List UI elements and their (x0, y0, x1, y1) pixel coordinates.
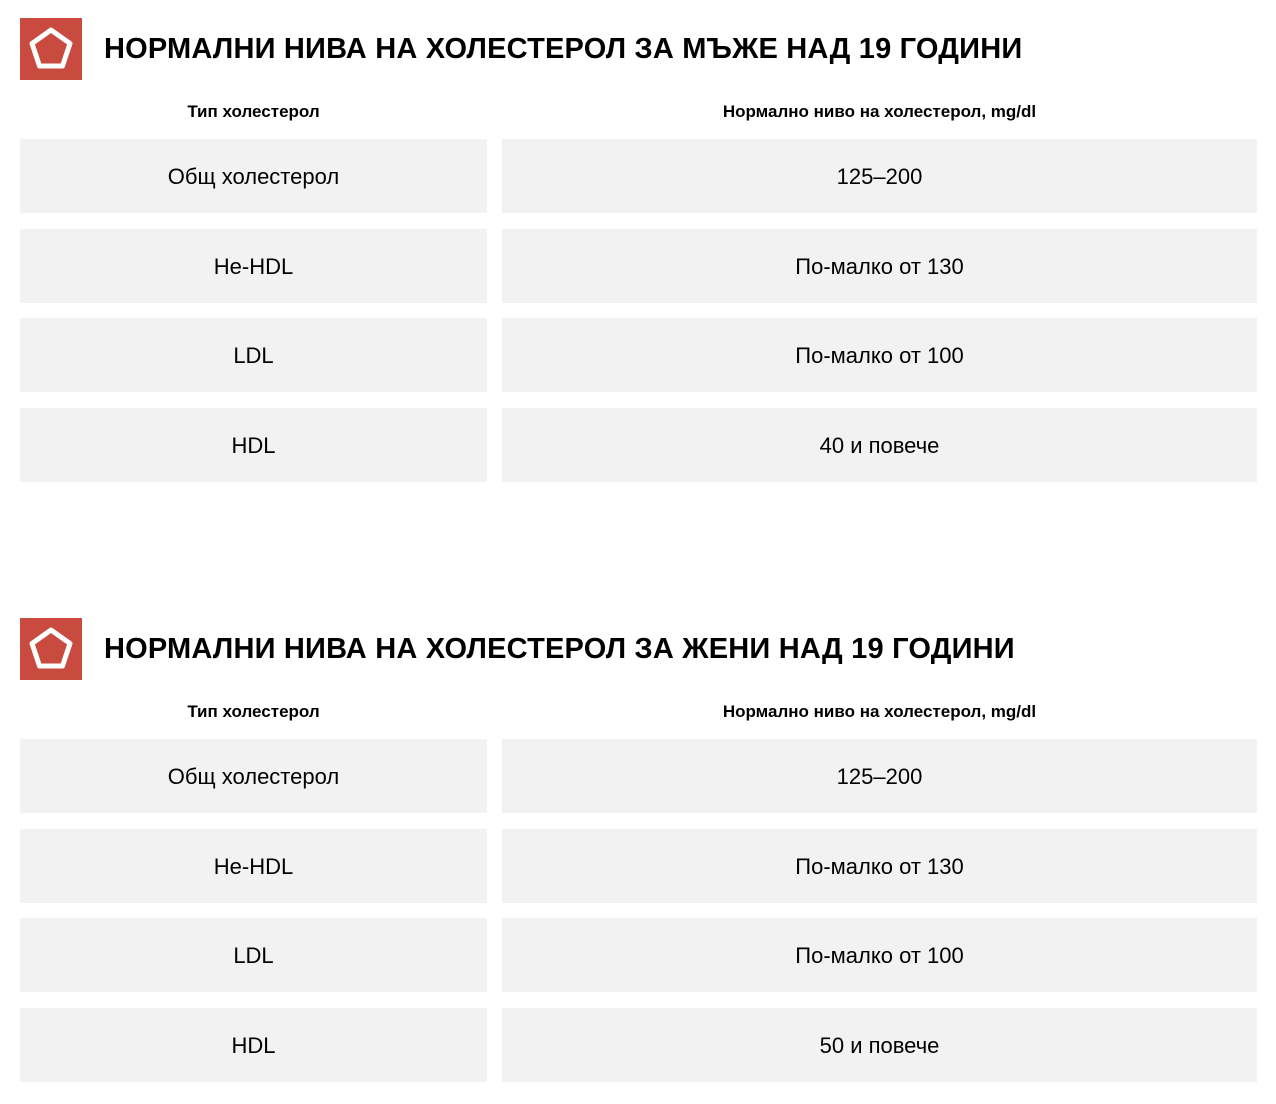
normal-level-cell: По-малко от 130 (502, 829, 1257, 903)
table-body (20, 739, 1257, 1082)
table-header (20, 680, 1257, 739)
column-header-type: Тип холестерол (187, 702, 320, 721)
cholesterol-type-cell: Не-HDL (20, 829, 487, 903)
table-row (20, 408, 1257, 482)
table-header (20, 80, 1257, 139)
cholesterol-type-cell: HDL (20, 408, 487, 482)
table-row (20, 229, 1257, 303)
normal-level-cell: По-малко от 130 (502, 229, 1257, 303)
section-title: НОРМАЛНИ НИВА НА ХОЛЕСТЕРОЛ ЗА МЪЖЕ НАД 19 ГОДИНИ (104, 33, 1023, 65)
normal-level-cell: 50 и повече (502, 1008, 1257, 1082)
table-row (20, 918, 1257, 992)
column-header-type: Тип холестерол (187, 102, 320, 121)
column-header-normal-level: Нормално ниво на холестерол, mg/dl (722, 702, 1037, 721)
table-row (20, 318, 1257, 392)
table-row (20, 1008, 1257, 1082)
normal-level-cell: 40 и повече (502, 408, 1257, 482)
cholesterol-type-cell: Не-HDL (20, 229, 487, 303)
cholesterol-type-cell: LDL (20, 318, 487, 392)
men-cholesterol-section (20, 18, 1257, 482)
cholesterol-type-cell: Общ холестерол (20, 139, 487, 213)
normal-level-cell: 125–200 (502, 139, 1257, 213)
normal-level-cell: По-малко от 100 (502, 318, 1257, 392)
pentagon-icon (20, 18, 82, 80)
section-header (20, 18, 1257, 80)
pentagon-icon (20, 618, 82, 680)
table-row (20, 139, 1257, 213)
table-row (20, 829, 1257, 903)
section-title: НОРМАЛНИ НИВА НА ХОЛЕСТЕРОЛ ЗА ЖЕНИ НАД 19 ГОДИНИ (104, 633, 1015, 665)
column-header-normal-level: Нормално ниво на холестерол, mg/dl (722, 102, 1037, 121)
table-row (20, 739, 1257, 813)
cholesterol-type-cell: HDL (20, 1008, 487, 1082)
women-cholesterol-section (20, 618, 1257, 1082)
cholesterol-type-cell: Общ холестерол (20, 739, 487, 813)
normal-level-cell: 125–200 (502, 739, 1257, 813)
normal-level-cell: По-малко от 100 (502, 918, 1257, 992)
table-body (20, 139, 1257, 482)
section-header (20, 618, 1257, 680)
cholesterol-type-cell: LDL (20, 918, 487, 992)
